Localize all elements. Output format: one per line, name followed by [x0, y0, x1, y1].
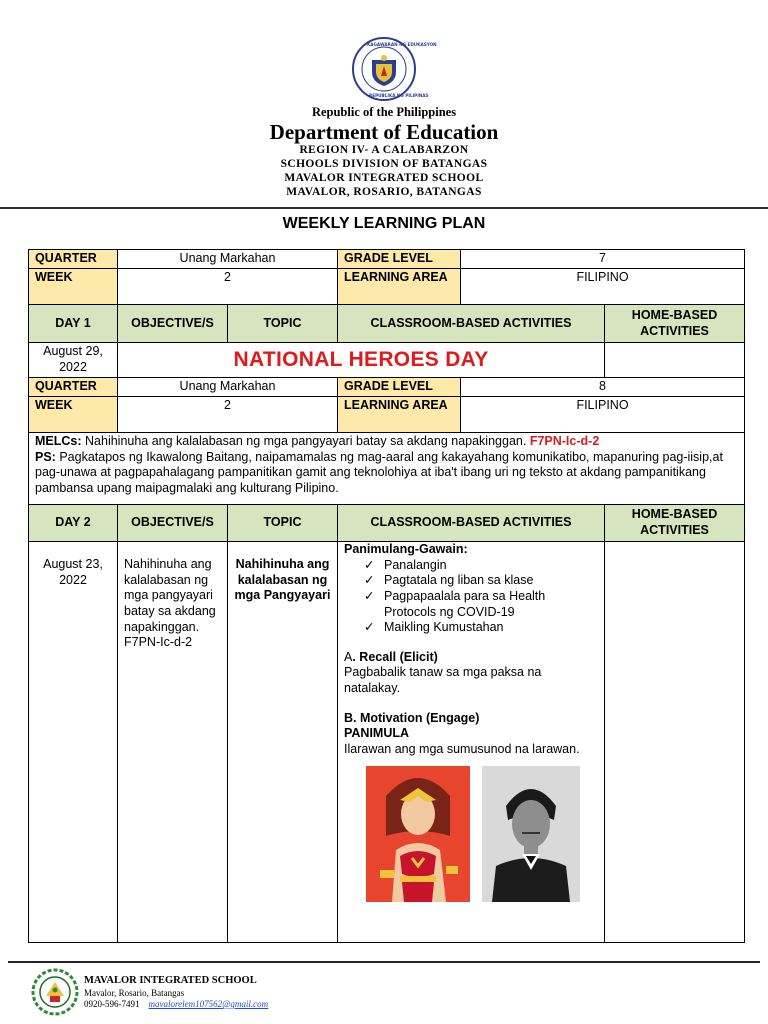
day2-topic: Nahihinuha ang kalalabasan ng mga Pangyayari — [228, 542, 338, 943]
checkmark-icon: ✓ — [364, 588, 375, 603]
classroom-activities-header: CLASSROOM-BASED ACTIVITIES — [338, 305, 605, 343]
checkmark-icon: ✓ — [364, 620, 375, 635]
quarter-label: QUARTER — [29, 378, 118, 397]
grade-level-label: GRADE LEVEL — [338, 250, 461, 269]
header-divider — [0, 207, 768, 209]
week-label: WEEK — [29, 269, 118, 305]
day2-date: August 23, 2022 — [29, 542, 118, 943]
footer-contact — [84, 999, 268, 1009]
topic-header: TOPIC — [228, 305, 338, 343]
day1-home-cell — [605, 343, 745, 378]
jose-rizal-portrait-image — [482, 766, 580, 902]
grade-level-value: 8 — [461, 378, 745, 397]
checkmark-icon: ✓ — [364, 573, 375, 588]
week-value: 2 — [118, 397, 338, 433]
day1-date: August 29, 2022 — [29, 343, 118, 378]
topic-header: TOPIC — [228, 505, 338, 542]
week-value: 2 — [118, 269, 338, 305]
ps-label: PS: — [35, 449, 56, 464]
list-item: ✓ Pagpapaalala para sa Health Protocols ng COVID-19 — [364, 588, 546, 619]
department-heading: Department of Education — [269, 120, 499, 144]
darna-illustration-image — [366, 766, 470, 902]
table-row — [29, 433, 745, 505]
recall-heading: A. Recall (Elicit) — [344, 649, 438, 664]
learning-area-value: FILIPINO — [461, 397, 745, 433]
quarter-label: QUARTER — [29, 250, 118, 269]
school-logo-icon — [30, 968, 80, 1016]
weekly-learning-plan-table — [28, 249, 745, 943]
ps-paragraph — [35, 450, 738, 497]
grade-level-label: GRADE LEVEL — [338, 378, 461, 397]
recall-text: Pagbabalik tanaw sa mga paksa na natalakay. — [344, 665, 542, 695]
learning-area-label: LEARNING AREA — [338, 397, 461, 433]
panimula-heading: Panimulang-Gawain: — [344, 542, 468, 556]
table-row — [29, 397, 745, 433]
home-activities-header: HOME-BASED ACTIVITIES — [605, 305, 745, 343]
svg-text:REPUBLIKA NG PILIPINAS: REPUBLIKA NG PILIPINAS — [369, 93, 429, 98]
division-line: SCHOOLS DIVISION OF BATANGAS — [280, 158, 488, 170]
motivation-heading: B. Motivation (Engage) — [344, 710, 480, 725]
checkmark-icon: ✓ — [364, 557, 375, 572]
day2-classroom-activities — [338, 542, 605, 943]
day2-home-cell — [605, 542, 745, 943]
deped-seal-logo — [345, 36, 437, 102]
home-activities-header: HOME-BASED ACTIVITIES — [605, 505, 745, 542]
day-header: DAY 2 — [29, 505, 118, 542]
region-line: REGION IV- A CALABARZON — [299, 144, 469, 156]
week-label: WEEK — [29, 397, 118, 433]
table-row — [29, 505, 745, 542]
melcs-label: MELCs: — [35, 434, 82, 448]
school-line: MAVALOR INTEGRATED SCHOOL — [284, 172, 484, 184]
list-item: ✓ Pagtatala ng liban sa klase — [364, 573, 534, 588]
table-row — [29, 343, 745, 378]
footer — [30, 968, 630, 1018]
day-header: DAY 1 — [29, 305, 118, 343]
melcs-text: Nahihinuha ang kalalabasan ng mga pangyayari batay sa akdang napakinggan. — [85, 434, 527, 448]
list-item: ✓ Panalangin — [364, 557, 447, 572]
republic-heading: Republic of the Philippines — [311, 105, 457, 119]
objectives-header: OBJECTIVE/S — [118, 305, 228, 343]
grade-level-value: 7 — [461, 250, 745, 269]
day2-objective: Nahihinuha ang kalalabasan ng mga pangyayari batay sa akdang napakinggan. F7PN-Ic-d-2 — [118, 542, 228, 943]
melcs-ps-cell — [29, 433, 745, 505]
classroom-activities-header: CLASSROOM-BASED ACTIVITIES — [338, 505, 605, 542]
footer-divider — [8, 961, 760, 963]
quarter-value: Unang Markahan — [118, 250, 338, 269]
table-row — [29, 269, 745, 305]
table-row — [29, 378, 745, 397]
quarter-value: Unang Markahan — [118, 378, 338, 397]
learning-area-label: LEARNING AREA — [338, 269, 461, 305]
svg-text:KAGAWARAN NG EDUKASYON: KAGAWARAN NG EDUKASYON — [367, 42, 437, 47]
table-row — [29, 305, 745, 343]
footer-phone: 0920-596-7491 — [84, 999, 140, 1009]
objectives-header: OBJECTIVE/S — [118, 505, 228, 542]
melcs-code: F7PN-Ic-d-2 — [529, 434, 600, 448]
table-row — [29, 250, 745, 269]
learning-area-value: FILIPINO — [461, 269, 745, 305]
address-line: MAVALOR, ROSARIO, BATANGAS — [286, 186, 482, 198]
motivation-text: Ilarawan ang mga sumusunod na larawan. — [344, 741, 580, 756]
table-row — [29, 542, 745, 943]
panimula-label: PANIMULA — [344, 726, 410, 741]
panimula-checklist — [364, 558, 598, 636]
footer-email-link[interactable]: mavalorelem107562@gmail.com — [148, 999, 269, 1009]
plan-title: WEEKLY LEARNING PLAN — [282, 215, 486, 232]
list-item: ✓ Maikling Kumustahan — [364, 620, 504, 635]
motivation-images — [366, 766, 598, 902]
footer-school-name: MAVALOR INTEGRATED SCHOOL — [84, 975, 257, 986]
holiday-banner: NATIONAL HEROES DAY — [118, 343, 605, 378]
melcs-line — [35, 434, 738, 450]
ps-text: Pagkatapos ng Ikawalong Baitang, naipamamalas ng mag-aaral ang kakayahang komunikatibo, mapanuring pag-iisip,at pag-unawa at pagpapahalagang pampanitikan gamit ang teknolohiya at iba't ibang uri ng teksto at akdang pampanitikang pambansa upang maipagmalaki ang kulturang Pilipino. — [35, 449, 723, 495]
footer-address: Mavalor, Rosario, Batangas — [84, 988, 185, 998]
